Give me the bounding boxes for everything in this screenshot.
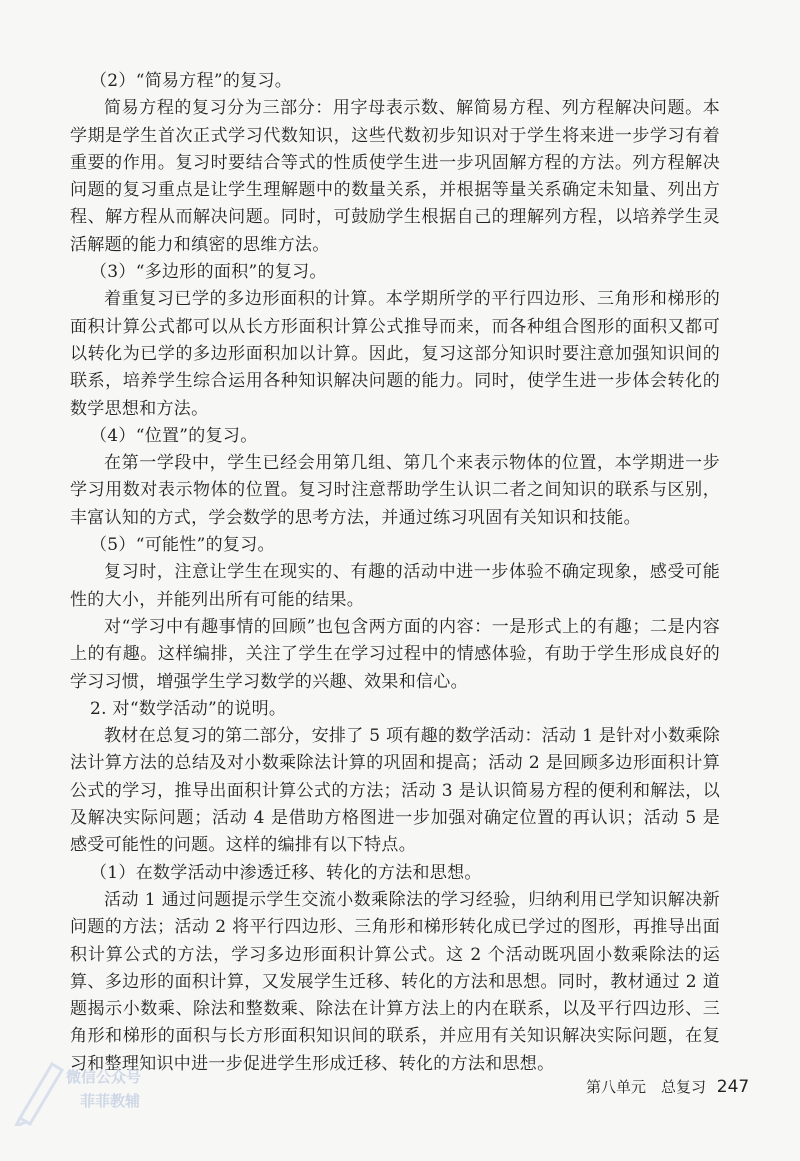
section-heading: （5）“可能性”的复习。 — [90, 535, 275, 556]
section-heading: （2）“简易方程”的复习。 — [90, 71, 293, 91]
section-heading: 2. 对“数学活动”的说明。 — [90, 698, 287, 719]
page-number: 247 — [716, 1077, 750, 1097]
body-paragraph: 教材在总复习的第二部分，安排了 5 项有趣的数学活动：活动 1 是针对小数乘除法计算方法的总结及对小数乘除法计算的巩固和提高；活动 2 是回顾多边形面积计算公式的学习，推导出面积计算公式的方法；活动 3 是认识简易方程的便利和解法，以及解决实际问题；活动 4 是借助方格图进一步加强对确定位置的再认识；活动 5 是感受可能性的问题。这样的编排有以下特点。 — [70, 726, 720, 856]
page-footer — [586, 1076, 749, 1097]
body-paragraph: 复习时，注意让学生在现实的、有趣的活动中进一步体验不确定现象，感受可能性的大小，并能列出所有可能的结果。 — [70, 562, 720, 610]
body-paragraph: 活动 1 通过问题提示学生交流小数乘除法的学习经验，归纳利用已学知识解决新问题的方法；活动 2 将平行四边形、三角形和梯形转化成已学过的图形，再推导出面积计算公式的方法，学习多边形面积计算公式。这 2 个活动既巩固小数乘除法的运算、多边形的面积计算，又发展学生迁移、转化的方法和思想。同时，教材通过 2 道题揭示小数乘、除法和整数乘、除法在计算方法上的内在联系，以及平行四边形、三角形和梯形的面积与长方形面积知识间的联系，并应用有关知识解决实际问题，在复习和整理知识中进一步促进学生形成迁移、转化的方法和思想。 — [70, 889, 720, 1074]
body-paragraph: 在第一学段中，学生已经会用第几组、第几个来表示物体的位置，本学期进一步学习用数对表示物体的位置。复习时注意帮助学生认识二者之间知识的联系与区别，丰富认知的方式，学会数学的思考方法，并通过练习巩固有关知识和技能。 — [70, 453, 720, 528]
watermark-line1: 微信公众号 — [66, 1068, 142, 1086]
body-paragraph: 简易方程的复习分为三部分：用字母表示数、解简易方程、列方程解决问题。本学期是学生首次正式学习代数知识，这些代数初步知识对于学生将来进一步学习有着重要的作用。复习时要结合等式的性质使学生进一步巩固解方程的方法。列方程解决问题的复习重点是让学生理解题中的数量关系，并根据等量关系确定未知量、列出方程、解方程从而解决问题。同时，可鼓励学生根据自己的理解列方程，以培养学生灵活解题的能力和缜密的思维方法。 — [70, 98, 720, 255]
footer-unit-label: 第八单元 总复习 — [586, 1078, 707, 1096]
body-paragraph: 着重复习已学的多边形面积的计算。本学期所学的平行四边形、三角形和梯形的面积计算公式都可以从长方形面积计算公式推导而来，而各种组合图形的面积又都可以转化为已学的多边形面积加以计算。因此，复习这部分知识时要注意加强知识间的联系，培养学生综合运用各种知识解决问题的能力。同时，使学生进一步体会转化的数学思想和方法。 — [70, 289, 720, 419]
watermark — [8, 1052, 188, 1132]
section-heading: （4）“位置”的复习。 — [90, 425, 258, 446]
section-heading: （3）“多边形的面积”的复习。 — [90, 262, 327, 283]
section-heading: （1）在数学活动中渗透迁移、转化的方法和思想。 — [90, 862, 482, 883]
pencil-icon — [12, 1056, 68, 1126]
body-paragraph: 对“学习中有趣事情的回顾”也包含两方面的内容：一是形式上的有趣；二是内容上的有趣。这样编排，关注了学生在学习过程中的情感体验，有助于学生形成良好的学习习惯，增强学生学习数学的兴趣、效果和信心。 — [70, 616, 720, 692]
watermark-line2: 菲菲教辅 — [80, 1092, 141, 1110]
